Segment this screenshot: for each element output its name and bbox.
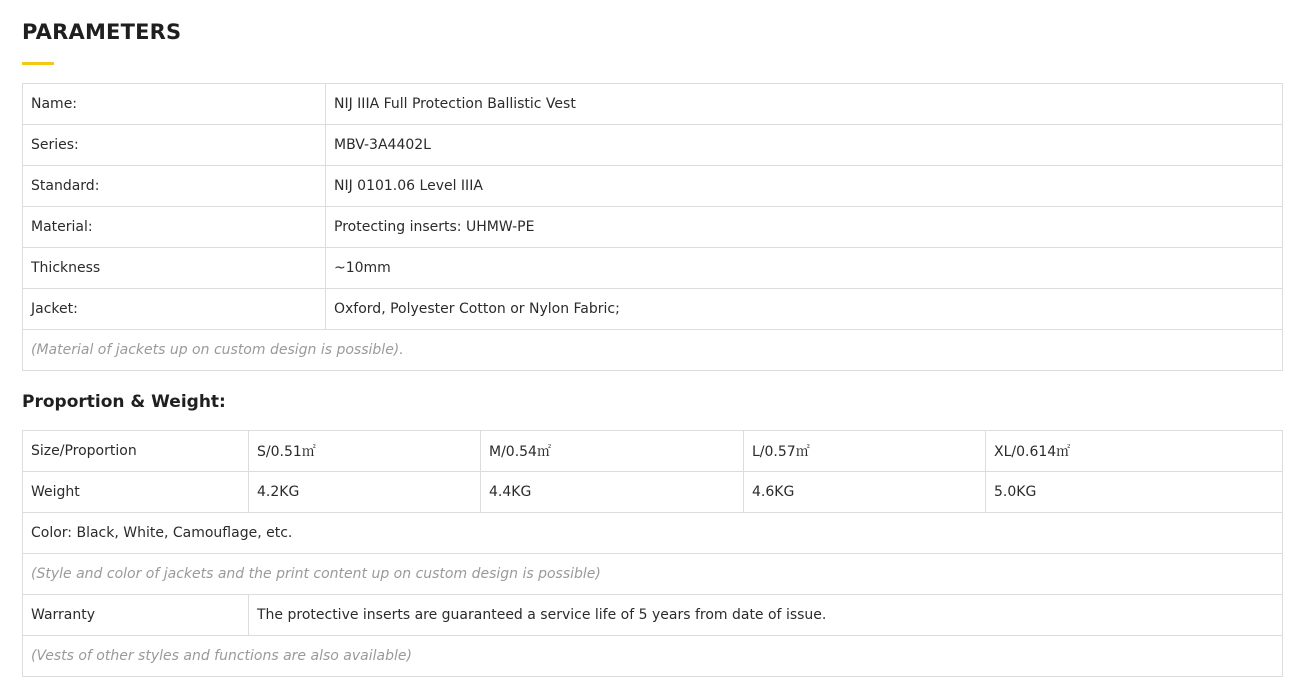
param-label-jacket: Jacket: — [23, 289, 326, 330]
weight-cell: 4.6KG — [744, 472, 986, 513]
param-value-name: NIJ IIIA Full Protection Ballistic Vest — [326, 84, 1283, 125]
style-note: (Style and color of jackets and the print content up on custom design is possible) — [23, 554, 1283, 595]
size-cell: XL/0.614㎡ — [986, 431, 1283, 472]
size-cell: L/0.57㎡ — [744, 431, 986, 472]
warranty-label: Warranty — [23, 595, 249, 636]
param-value-standard: NIJ 0101.06 Level IIIA — [326, 166, 1283, 207]
table-row — [23, 207, 1283, 248]
table-row — [23, 289, 1283, 330]
size-cell: M/0.54㎡ — [481, 431, 744, 472]
param-label-thickness: Thickness — [23, 248, 326, 289]
param-value-series: MBV-3A4402L — [326, 125, 1283, 166]
table-row — [23, 636, 1283, 677]
table-row — [23, 472, 1283, 513]
param-label-material: Material: — [23, 207, 326, 248]
table-row — [23, 248, 1283, 289]
weight-cell: 4.4KG — [481, 472, 744, 513]
page-title: PARAMETERS — [22, 20, 182, 44]
table-row — [23, 431, 1283, 472]
weight-cell: 4.2KG — [249, 472, 481, 513]
vests-note: (Vests of other styles and functions are also available) — [23, 636, 1283, 677]
table-row — [23, 125, 1283, 166]
table-row — [23, 330, 1283, 371]
param-label-standard: Standard: — [23, 166, 326, 207]
table-row — [23, 595, 1283, 636]
size-cell: S/0.51㎡ — [249, 431, 481, 472]
param-label-series: Series: — [23, 125, 326, 166]
param-value-thickness: ~10mm — [326, 248, 1283, 289]
table-row — [23, 84, 1283, 125]
param-value-material: Protecting inserts: UHMW-PE — [326, 207, 1283, 248]
table-row — [23, 554, 1283, 595]
section-heading-proportion: Proportion & Weight: — [22, 392, 226, 412]
weight-cell: 5.0KG — [986, 472, 1283, 513]
table-row — [23, 166, 1283, 207]
param-value-jacket: Oxford, Polyester Cotton or Nylon Fabric; — [326, 289, 1283, 330]
size-row-label: Size/Proportion — [23, 431, 249, 472]
material-note: (Material of jackets up on custom design is possible). — [23, 330, 1283, 371]
weight-row-label: Weight — [23, 472, 249, 513]
color-options: Color: Black, White, Camouflage, etc. — [23, 513, 1283, 554]
table-row — [23, 513, 1283, 554]
parameters-table — [22, 83, 1283, 371]
param-label-name: Name: — [23, 84, 326, 125]
title-accent-bar — [22, 62, 54, 65]
proportion-weight-table — [22, 430, 1283, 677]
warranty-value: The protective inserts are guaranteed a service life of 5 years from date of issue. — [249, 595, 1283, 636]
